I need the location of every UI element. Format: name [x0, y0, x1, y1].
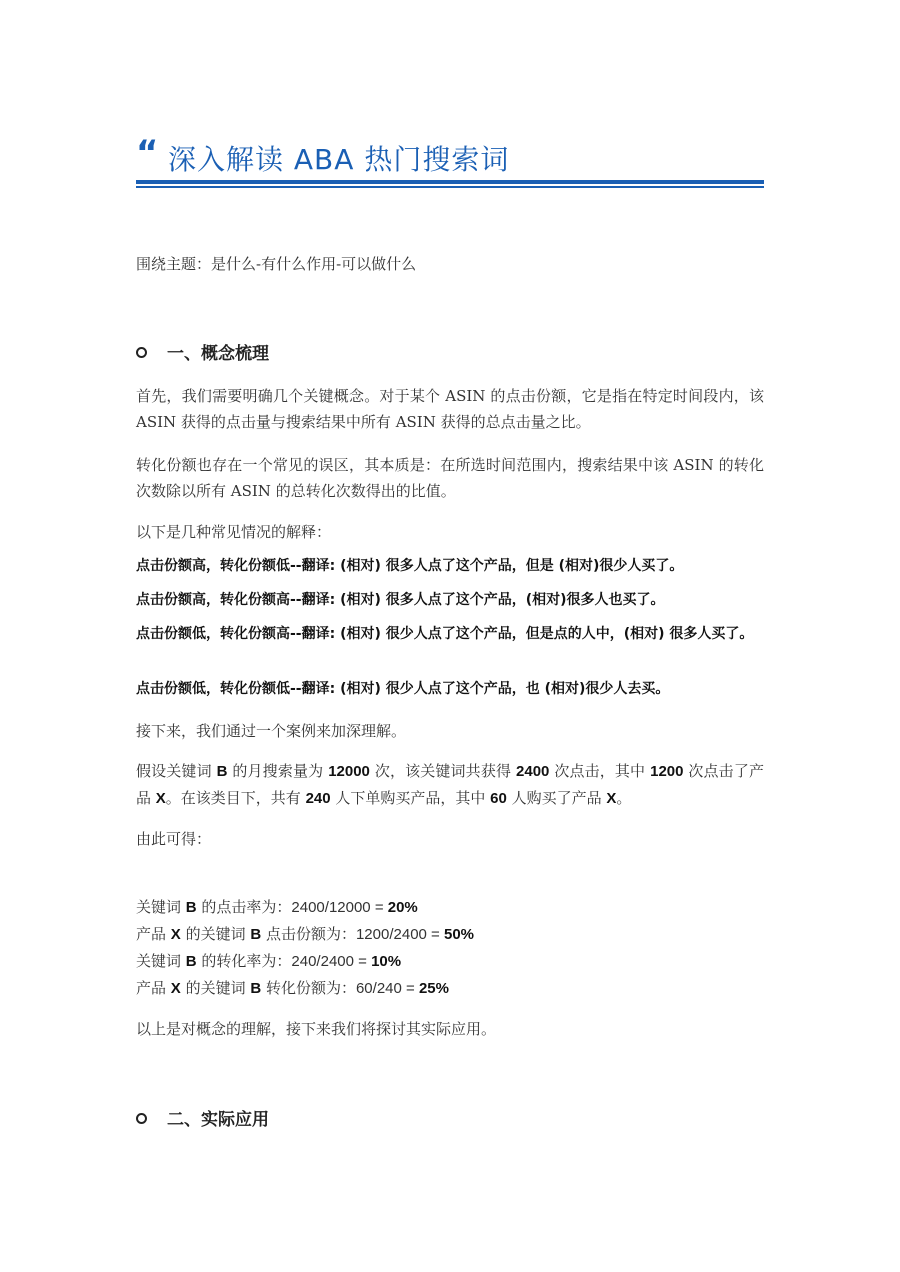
calc-text: 关键词 [136, 898, 186, 916]
calc-formula: 60/240 = [355, 980, 419, 997]
title-rule-thick [136, 180, 764, 184]
example-text: 。在该类目下，共有 [165, 789, 306, 807]
calc-result: 20% [387, 899, 418, 916]
calc-line [136, 948, 401, 975]
calc-text: 的转化率为： [196, 952, 292, 970]
product-x: X [606, 790, 617, 807]
example-text: 。 [616, 789, 632, 807]
title-rule-thin [136, 186, 764, 188]
example-text: 假设关键词 [136, 762, 217, 780]
keyword-b: B [216, 763, 228, 780]
paragraph-therefore: 由此可得： [136, 830, 212, 848]
calc-result: 25% [418, 980, 449, 997]
calc-key: B [250, 926, 262, 943]
calc-text: 产品 [136, 979, 171, 997]
product-order-count: 60 [490, 790, 507, 807]
circle-bullet-icon [136, 1113, 147, 1124]
document-title: 深入解读 ABA 热门搜索词 [168, 143, 510, 176]
click-count: 2400 [516, 763, 550, 780]
example-text: 人下单购买产品，其中 [330, 789, 491, 807]
example-text: 次点击了产品 [136, 762, 764, 807]
calc-text: 的关键词 [180, 979, 251, 997]
calc-text: 关键词 [136, 952, 186, 970]
calc-formula: 240/2400 = [291, 953, 372, 970]
section2-heading-text: 二、实际应用 [167, 1110, 269, 1130]
product-click-count: 1200 [650, 763, 684, 780]
paragraph-cases-intro: 以下是几种常见情况的解释： [136, 523, 332, 541]
calc-text: 转化份额为： [261, 979, 356, 997]
circle-bullet-icon [136, 347, 147, 358]
case-item: 点击份额高，转化份额高--翻译: (相对) 很多人点了这个产品，(相对)很多人也买了。 [136, 592, 665, 608]
calc-formula: 1200/2400 = [355, 926, 444, 943]
calc-formula: 2400/12000 = [291, 899, 388, 916]
calc-key: B [185, 953, 197, 970]
calc-key: X [170, 926, 181, 943]
calc-key: X [170, 980, 181, 997]
calc-key: B [185, 899, 197, 916]
example-text: 次点击，其中 [549, 762, 651, 780]
paragraph-conversion-share: 转化份额也存在一个常见的误区，其本质是：在所选时间范围内，搜索结果中该 ASIN 的转化次数除以所有 ASIN 的总转化次数得出的比值。 [136, 456, 764, 500]
calc-result: 50% [443, 926, 475, 943]
example-text: 的月搜索量为 [227, 762, 329, 780]
section2-heading [136, 1107, 269, 1133]
section1-heading [136, 341, 269, 367]
order-count: 240 [305, 790, 331, 807]
calc-text: 产品 [136, 925, 171, 943]
calc-text: 的关键词 [180, 925, 251, 943]
quote-mark-icon: “ [136, 133, 159, 173]
calc-line [136, 921, 474, 948]
paragraph-summary: 以上是对概念的理解，接下来我们将探讨其实际应用。 [136, 1020, 497, 1038]
search-volume: 12000 [328, 763, 370, 780]
intro-text: 围绕主题：是什么-有什么作用-可以做什么 [136, 255, 417, 273]
paragraph-click-share: 首先，我们需要明确几个关键概念。对于某个 ASIN 的点击份额，它是指在特定时间段内，该 ASIN 获得的点击量与搜索结果中所有 ASIN 获得的总点击量之比。 [136, 387, 764, 431]
calc-key: B [250, 980, 262, 997]
example-text: 人购买了产品 [506, 789, 607, 807]
case-item: 点击份额低，转化份额高--翻译: (相对) 很少人点了这个产品，但是点的人中，(相对) 很多人买了。 [136, 626, 754, 642]
case-item: 点击份额低，转化份额低--翻译: (相对) 很少人点了这个产品，也 (相对)很少人去买。 [136, 681, 670, 697]
example-text: 次，该关键词共获得 [369, 762, 517, 780]
section1-heading-text: 一、概念梳理 [167, 344, 269, 364]
calc-text: 点击份额为： [261, 925, 356, 943]
calc-text: 的点击率为： [196, 898, 292, 916]
product-x: X [155, 790, 166, 807]
calc-line [136, 894, 418, 921]
calc-line [136, 975, 449, 1002]
paragraph-example [136, 758, 764, 812]
case-item: 点击份额高，转化份额低--翻译: (相对) 很多人点了这个产品，但是 (相对)很少人买了。 [136, 558, 684, 574]
calc-result: 10% [371, 953, 402, 970]
paragraph-example-intro: 接下来，我们通过一个案例来加深理解。 [136, 722, 407, 740]
